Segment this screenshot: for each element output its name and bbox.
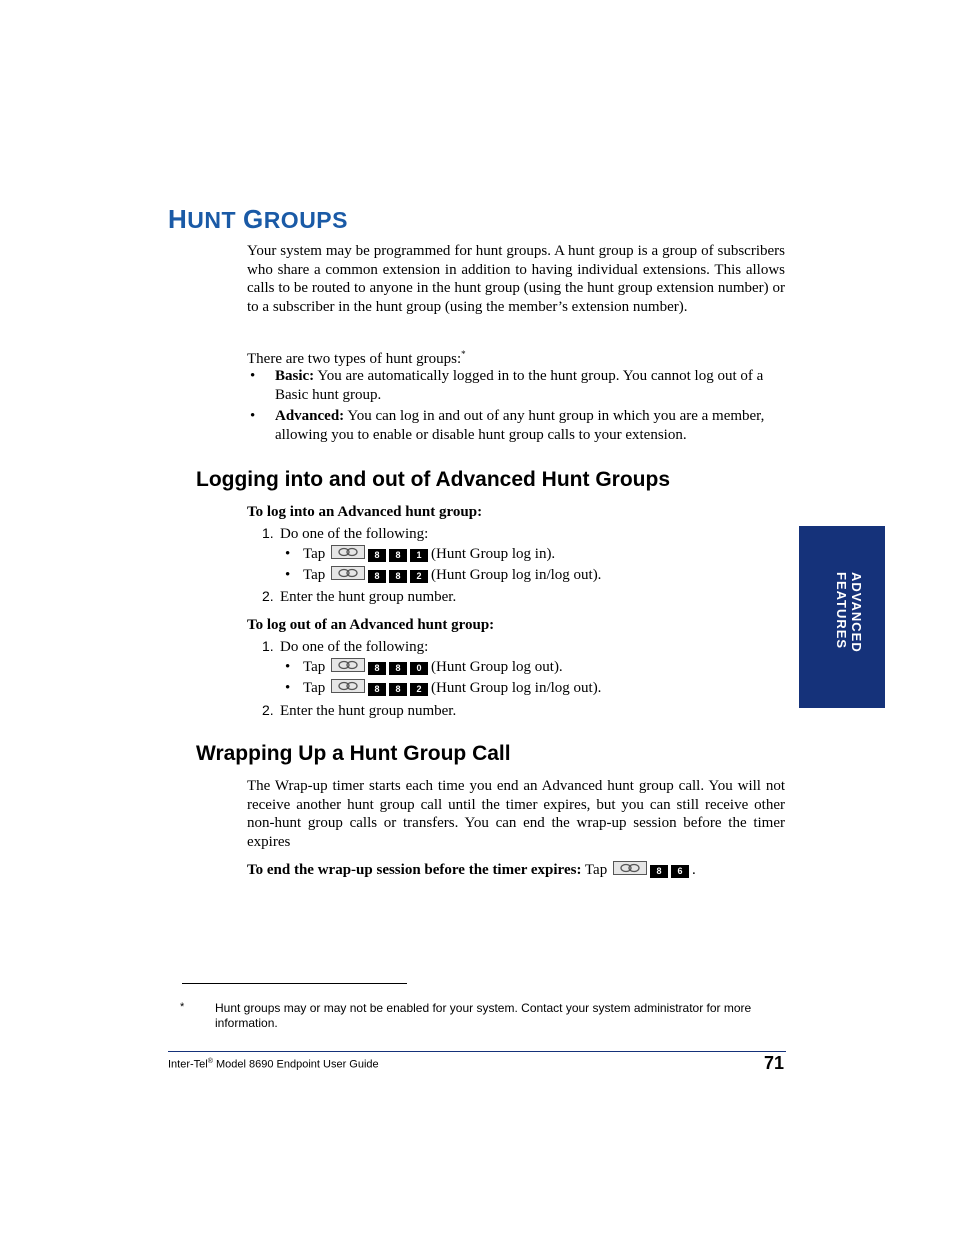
bullet-icon: • xyxy=(285,546,291,562)
feature-button-icon xyxy=(331,658,365,672)
login-option-1: • Tap 8 8 1 (Hunt Group log in). xyxy=(285,546,556,562)
dialpad-key: 8 xyxy=(368,662,386,675)
dialpad-key: 8 xyxy=(368,549,386,562)
side-tab-label: ADVANCED FEATURES xyxy=(834,572,864,653)
footnote-marker: * xyxy=(461,349,466,359)
feature-button-icon xyxy=(331,679,365,693)
feature-button-icon xyxy=(331,545,365,559)
procedure-login: To log into an Advanced hunt group: xyxy=(247,504,483,520)
heading-wrapup: Wrapping Up a Hunt Group Call xyxy=(196,742,511,765)
dialpad-key: 8 xyxy=(389,683,407,696)
dialpad-key: 8 xyxy=(389,549,407,562)
dialpad-key: 2 xyxy=(410,570,428,583)
logout-option-2: • Tap 8 8 2 (Hunt Group log in/log out). xyxy=(285,680,602,696)
feature-button-icon xyxy=(613,861,647,875)
dialpad-key: 8 xyxy=(389,662,407,675)
footer-guide-title: Inter-Tel® Model 8690 Endpoint User Guide xyxy=(168,1058,379,1071)
dialpad-key: 8 xyxy=(368,683,386,696)
login-step-2: 2. Enter the hunt group number. xyxy=(262,588,457,605)
footer-rule xyxy=(168,1051,786,1052)
footnote-text: Hunt groups may or may not be enabled for your system. Contact your system administrator for more information. xyxy=(215,1001,752,1030)
dialpad-key: 1 xyxy=(410,549,428,562)
heading-logging: Logging into and out of Advanced Hunt Groups xyxy=(196,468,670,491)
bullet-icon: • xyxy=(285,567,291,583)
bullet-icon: • xyxy=(250,408,256,424)
footnote-rule xyxy=(182,983,407,984)
dialpad-key: 8 xyxy=(650,865,668,878)
procedure-logout: To log out of an Advanced hunt group: xyxy=(247,617,495,633)
wrapup-end-instruction: To end the wrap-up session before the timer expires: Tap 8 6 . xyxy=(247,862,696,878)
page-title: HUNT GROUPS xyxy=(168,204,348,234)
side-tab xyxy=(799,526,885,708)
types-intro: There are two types of hunt groups:* xyxy=(247,349,466,367)
logout-option-1: • Tap 8 8 0 (Hunt Group log out). xyxy=(285,659,563,675)
bullet-icon: • xyxy=(285,680,291,696)
wrapup-paragraph: The Wrap-up timer starts each time you end an Advanced hunt group call. You will not receive another hunt group call until the timer expires, but you can still receive other non-hunt group calls or transfers. You can end the wrap-up session before the timer expires xyxy=(247,778,785,851)
feature-button-icon xyxy=(331,566,365,580)
login-option-2: • Tap 8 8 2 (Hunt Group log in/log out). xyxy=(285,567,602,583)
page-number: 71 xyxy=(763,1053,784,1073)
logout-step-2: 2. Enter the hunt group number. xyxy=(262,702,457,719)
login-step-1: 1. Do one of the following: xyxy=(262,525,429,542)
dialpad-key: 6 xyxy=(671,865,689,878)
bullet-icon: • xyxy=(285,659,291,675)
dialpad-key: 8 xyxy=(389,570,407,583)
logout-step-1: 1. Do one of the following: xyxy=(262,638,429,655)
intro-paragraph: Your system may be programmed for hunt groups. A hunt group is a group of subscribers who share a common extension in addition to having individual extensions. This allows calls to be routed to anyone in the hunt group (using the hunt group extension number) or to a subscriber in the hunt group (using the member’s extension number). xyxy=(247,243,785,316)
dialpad-key: 2 xyxy=(410,683,428,696)
dialpad-key: 0 xyxy=(410,662,428,675)
dialpad-key: 8 xyxy=(368,570,386,583)
bullet-basic: • Basic: You are automatically logged in to the hunt group. You cannot log out of a Basic hunt group. xyxy=(250,368,764,403)
bullet-advanced: • Advanced: You can log in and out of any hunt group in which you are a member, allowing you to enable or disable hunt group calls to your extension. xyxy=(250,408,765,443)
bullet-icon: • xyxy=(250,368,256,384)
footnote-marker-bottom: * xyxy=(180,1001,185,1013)
